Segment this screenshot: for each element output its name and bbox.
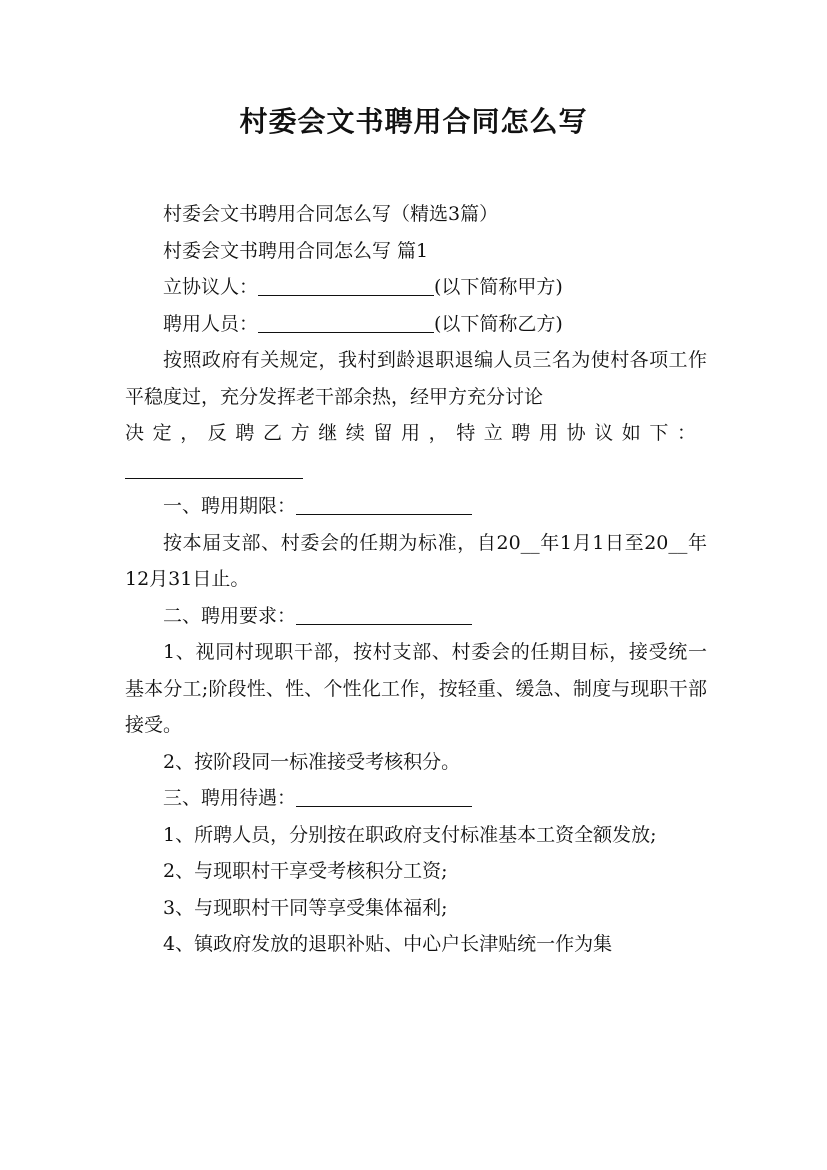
- document-title: 村委会文书聘用合同怎么写: [239, 105, 588, 138]
- term-heading-line: [125, 488, 707, 525]
- preamble-paragraph-1: 按照政府有关规定，我村到龄退职退编人员三名为使村各项工作平稳度过，充分发挥老干部余热，经甲方充分讨论: [125, 349, 707, 408]
- treatment-blank: [296, 784, 472, 807]
- term-blank: [296, 492, 472, 515]
- party-b-line: [125, 306, 707, 343]
- treatment-heading: 三、聘用待遇：: [163, 787, 297, 809]
- party-b-blank: [258, 310, 434, 333]
- term-text: 按本届支部、村委会的任期为标准，自20__年1月1日至20__年12月31日止。: [125, 531, 707, 590]
- treatment-item-2: 2、与现职村干享受考核积分工资;: [163, 860, 448, 882]
- party-a-blank: [258, 273, 434, 296]
- term-heading: 一、聘用期限：: [163, 495, 297, 517]
- requirement-item-2: 2、按阶段同一标准接受考核积分。: [163, 750, 461, 773]
- party-a-label: 立协议人：: [163, 276, 259, 298]
- preamble-closing: 决定，反聘乙方继续留用，特立聘用协议如下：: [125, 422, 705, 444]
- requirements-blank: [296, 602, 472, 625]
- treatment-item-1: 1、所聘人员，分别按在职政府支付标准基本工资全额发放;: [163, 823, 657, 846]
- preamble-blank-line: [125, 452, 707, 489]
- requirement-item-1: 1、视同村现职干部，按村支部、村委会的任期目标，接受统一基本分工;阶段性、性、个性化工作，按轻重、缓急、制度与现职干部接受。: [125, 641, 707, 736]
- document-body: [125, 196, 707, 963]
- requirements-heading: 二、聘用要求：: [163, 604, 297, 627]
- treatment-item-3: 3、与现职村干同等享受集体福利;: [163, 896, 448, 919]
- intro-line: 村委会文书聘用合同怎么写（精选3篇）: [163, 203, 499, 225]
- requirements-heading-line: [125, 598, 707, 635]
- party-a-line: [125, 269, 707, 306]
- preamble-paragraph-2: [125, 415, 707, 452]
- treatment-item-4: 4、镇政府发放的退职补贴、中心户长津贴统一作为集: [163, 933, 613, 955]
- party-b-note: (以下简称乙方): [434, 312, 563, 335]
- party-a-note: (以下简称甲方): [434, 276, 563, 298]
- treatment-heading-line: [125, 780, 707, 817]
- preamble-blank: [125, 456, 303, 479]
- section-heading: 村委会文书聘用合同怎么写 篇1: [163, 239, 429, 262]
- party-b-label: 聘用人员：: [163, 312, 259, 335]
